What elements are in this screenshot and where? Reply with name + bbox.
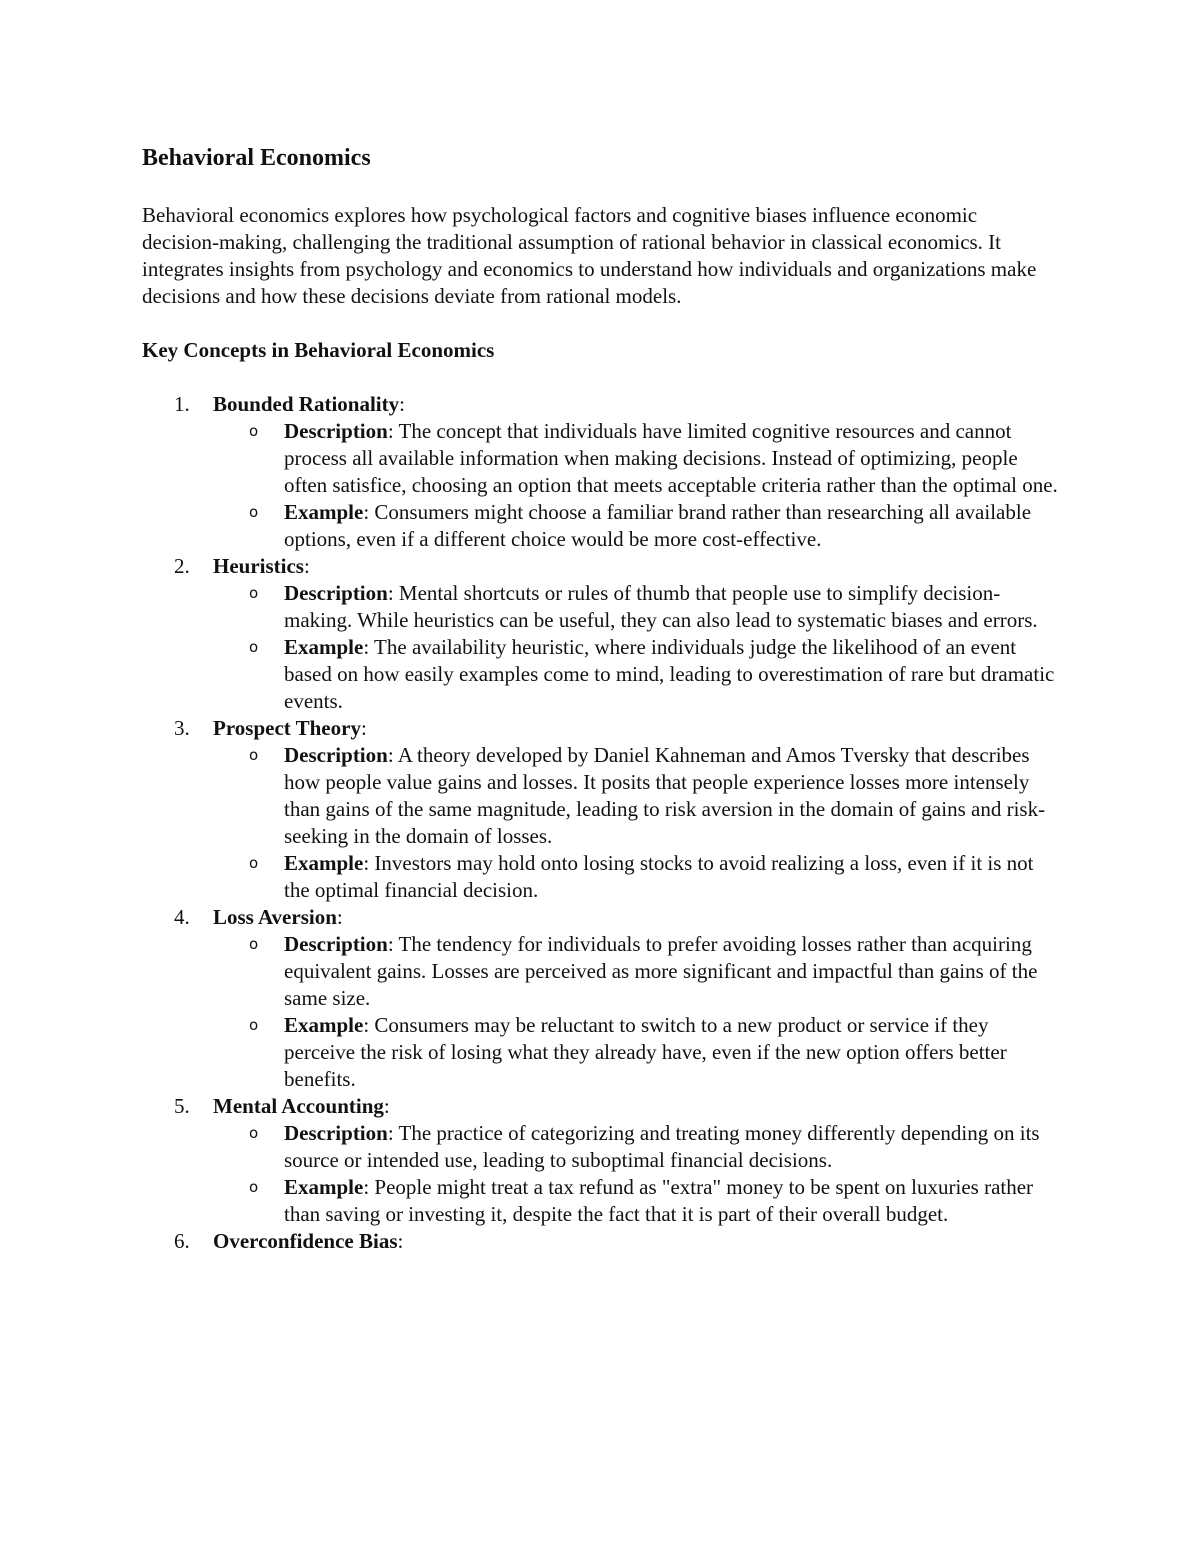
example-label: Example <box>284 635 364 659</box>
example-point <box>213 850 1064 904</box>
concept-item <box>142 1093 1062 1228</box>
concept-title: Loss Aversion <box>213 905 337 929</box>
concept-number: 2. <box>174 554 190 578</box>
description-point <box>213 931 1064 1012</box>
example-text: : Consumers might choose a familiar brand rather than researching all available options, even if a different choice would be more cost-effective. <box>284 500 1032 551</box>
concept-title-colon: : <box>383 1094 390 1118</box>
concept-item <box>142 553 1062 715</box>
concept-points <box>213 742 1062 904</box>
concept-title-colon: : <box>360 716 367 740</box>
description-text: : The practice of categorizing and treating money differently depending on its source or intended use, leading to suboptimal financial decisions. <box>284 1121 1040 1172</box>
concept-item <box>142 1228 1062 1255</box>
bullet-icon: o <box>249 1178 259 1196</box>
bullet-icon: o <box>249 638 259 656</box>
description-text: : A theory developed by Daniel Kahneman and Amos Tversky that describes how people value gains and losses. It posits that people experience losses more intensely than gains of the same magnitude, leading to risk aversion in the domain of gains and risk-seeking in the domain of losses. <box>284 743 1046 848</box>
example-label: Example <box>284 500 364 524</box>
description-text: : The concept that individuals have limited cognitive resources and cannot process all available information when making decisions. Instead of optimizing, people often satisfice, choosing an option that meets acceptable criteria rather than the optimal one. <box>284 419 1058 497</box>
concept-item <box>142 715 1062 904</box>
bullet-icon: o <box>249 746 259 764</box>
description-label: Description <box>284 1121 388 1145</box>
concept-points <box>213 580 1062 715</box>
concept-item <box>142 904 1062 1093</box>
concept-title-colon: : <box>336 905 343 929</box>
concept-title: Heuristics <box>213 554 304 578</box>
concept-number: 1. <box>174 392 190 416</box>
bullet-icon: o <box>249 584 259 602</box>
concept-number: 4. <box>174 905 190 929</box>
description-label: Description <box>284 932 388 956</box>
example-point <box>213 1174 1064 1228</box>
example-point <box>213 634 1064 715</box>
description-label: Description <box>284 419 388 443</box>
concept-title-colon: : <box>397 1229 404 1253</box>
concept-title: Prospect Theory <box>213 716 361 740</box>
example-point <box>213 1012 1064 1093</box>
concept-number: 3. <box>174 716 190 740</box>
example-point <box>213 499 1064 553</box>
concept-list <box>142 391 1062 1255</box>
concept-title-colon: : <box>399 392 405 416</box>
bullet-icon: o <box>249 1016 259 1034</box>
example-label: Example <box>284 1013 364 1037</box>
concept-number: 6. <box>174 1229 190 1253</box>
concept-points <box>213 1120 1062 1228</box>
description-point <box>213 1120 1064 1174</box>
concept-title-colon: : <box>303 554 310 578</box>
bullet-icon: o <box>249 854 259 872</box>
example-text: : Consumers may be reluctant to switch to a new product or service if they perceive the risk of losing what they already have, even if the new option offers better benefits. <box>284 1013 1007 1091</box>
concept-item <box>142 391 1062 553</box>
example-text: : People might treat a tax refund as "extra" money to be spent on luxuries rather than saving or investing it, despite the fact that it is part of their overall budget. <box>284 1175 1034 1226</box>
document-title: Behavioral Economics <box>142 145 371 171</box>
document-page <box>142 138 1062 1255</box>
description-point <box>213 742 1064 850</box>
example-label: Example <box>284 1175 364 1199</box>
description-point <box>213 418 1064 499</box>
bullet-icon: o <box>249 1124 259 1142</box>
concept-title: Mental Accounting <box>213 1094 384 1118</box>
example-text: : The availability heuristic, where individuals judge the likelihood of an event based on how easily examples come to mind, leading to overestimation of rare but dramatic events. <box>284 635 1055 713</box>
concept-points <box>213 418 1062 553</box>
intro-paragraph: Behavioral economics explores how psychological factors and cognitive biases influence economic decision-making, challenging the traditional assumption of rational behavior in classical economics. It integrates insights from psychology and economics to understand how individuals and organizations make decisions and how these decisions deviate from rational models. <box>142 203 1037 308</box>
description-label: Description <box>284 581 388 605</box>
bullet-icon: o <box>249 422 259 440</box>
concept-number: 5. <box>174 1094 190 1118</box>
concept-title: Bounded Rationality <box>213 392 400 416</box>
example-label: Example <box>284 851 364 875</box>
bullet-icon: o <box>249 503 259 521</box>
example-text: : Investors may hold onto losing stocks to avoid realizing a loss, even if it is not the optimal financial decision. <box>284 851 1034 902</box>
description-text: : Mental shortcuts or rules of thumb that people use to simplify decision-making. While heuristics can be useful, they can also lead to systematic biases and errors. <box>284 581 1038 632</box>
bullet-icon: o <box>249 935 259 953</box>
description-label: Description <box>284 743 388 767</box>
description-text: : The tendency for individuals to prefer avoiding losses rather than acquiring equivalent gains. Losses are perceived as more significant and impactful than gains of the same size. <box>284 932 1038 1010</box>
concept-title: Overconfidence Bias <box>213 1229 398 1253</box>
concept-points <box>213 931 1062 1093</box>
description-point <box>213 580 1064 634</box>
section-heading: Key Concepts in Behavioral Economics <box>142 338 495 362</box>
